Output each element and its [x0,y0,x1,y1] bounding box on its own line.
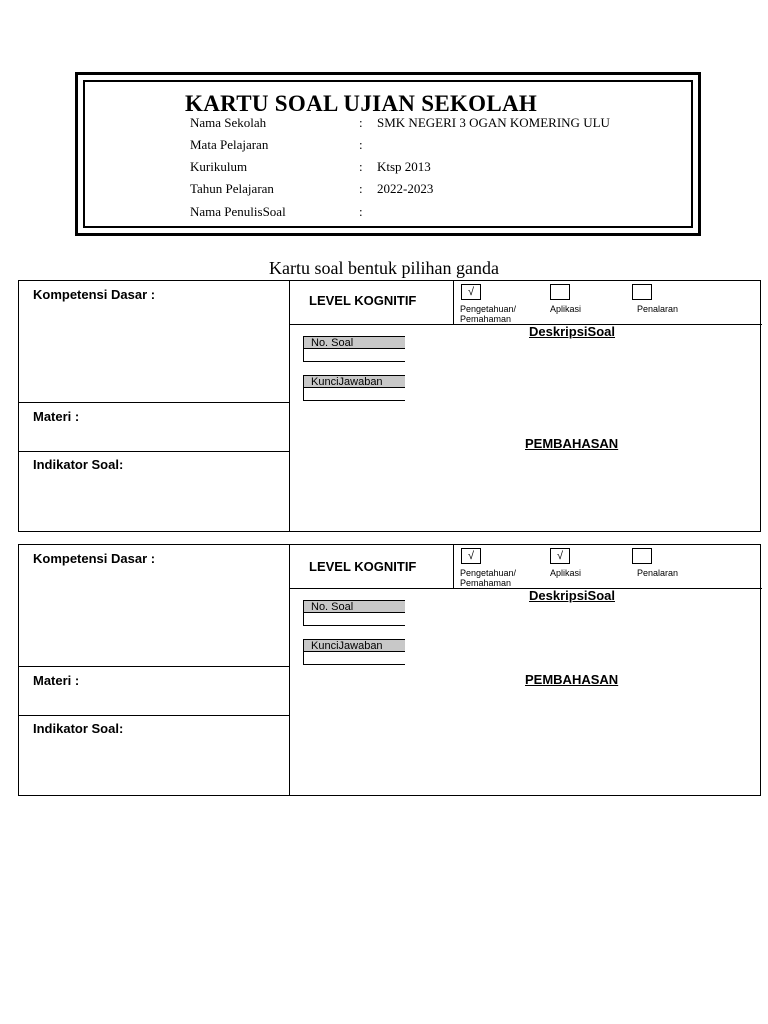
no-soal-field[interactable] [303,612,405,626]
info-label: Nama PenulisSoal [190,204,286,219]
kunci-jawaban-label: KunciJawaban [303,375,405,387]
kompetensi-dasar-label: Kompetensi Dasar : [33,287,156,302]
divider [19,715,289,716]
question-card-2 [18,544,761,796]
no-soal-label: No. Soal [303,600,405,612]
checkbox-pengetahuan[interactable]: √ [461,284,481,300]
kompetensi-dasar-label: Kompetensi Dasar : [33,551,156,566]
divider [19,451,289,452]
pembahasan-title: PEMBAHASAN [525,672,619,687]
divider [289,324,762,325]
pembahasan-title: PEMBAHASAN [525,436,619,451]
option-pengetahuan-label [460,304,516,324]
info-label: Tahun Pelajaran [190,181,274,196]
info-colon: : [359,181,363,196]
info-colon: : [359,159,363,174]
checkbox-pengetahuan[interactable]: √ [461,548,481,564]
info-colon: : [359,204,363,219]
option-penalaran-label: Penalaran [637,568,679,578]
no-soal-label: No. Soal [303,336,405,348]
checkbox-aplikasi[interactable]: √ [550,548,570,564]
option-aplikasi-label: Aplikasi [550,568,582,578]
divider [19,402,289,403]
divider [19,666,289,667]
info-colon: : [359,137,363,152]
option-pengetahuan-label [460,568,516,588]
card-right-column [289,545,760,795]
checkbox-penalaran[interactable] [632,284,652,300]
indikator-soal-label: Indikator Soal: [33,721,124,736]
kunci-jawaban-label: KunciJawaban [303,639,405,651]
info-value: 2022-2023 [377,181,434,196]
subtitle: Kartu soal bentuk pilihan ganda [269,258,499,278]
level-kognitif-label: LEVEL KOGNITIF [309,559,417,574]
deskripsi-soal-title: DeskripsiSoal [529,324,615,339]
indikator-soal-label: Indikator Soal: [33,457,124,472]
level-kognitif-label: LEVEL KOGNITIF [309,293,417,308]
materi-label: Materi : [33,673,80,688]
info-label: Mata Pelajaran [190,137,269,152]
checkbox-penalaran[interactable] [632,548,652,564]
option-pengetahuan-line2: Pemahaman [460,314,512,324]
materi-label: Materi : [33,409,80,424]
kunci-jawaban-field[interactable] [303,387,405,401]
info-value: SMK NEGERI 3 OGAN KOMERING ULU [377,115,610,130]
option-aplikasi-label: Aplikasi [550,304,582,314]
option-pengetahuan-line1: Pengetahuan/ [460,568,517,578]
option-pengetahuan-line1: Pengetahuan/ [460,304,517,314]
info-label: Nama Sekolah [190,115,267,130]
card-right-column [289,281,760,531]
divider [453,281,454,324]
card-left-column [19,545,290,795]
divider [289,588,762,589]
option-pengetahuan-line2: Pemahaman [460,578,512,588]
question-card-1 [18,280,761,532]
divider [453,545,454,588]
checkbox-aplikasi[interactable] [550,284,570,300]
kunci-jawaban-field[interactable] [303,651,405,665]
page-title: KARTU SOAL UJIAN SEKOLAH [185,91,538,116]
no-soal-field[interactable] [303,348,405,362]
info-colon: : [359,115,363,130]
header-box [75,72,701,236]
header-inner-border [83,80,693,228]
info-label: Kurikulum [190,159,248,174]
option-penalaran-label: Penalaran [637,304,679,314]
card-left-column [19,281,290,531]
info-value: Ktsp 2013 [377,159,431,174]
deskripsi-soal-title: DeskripsiSoal [529,588,615,603]
